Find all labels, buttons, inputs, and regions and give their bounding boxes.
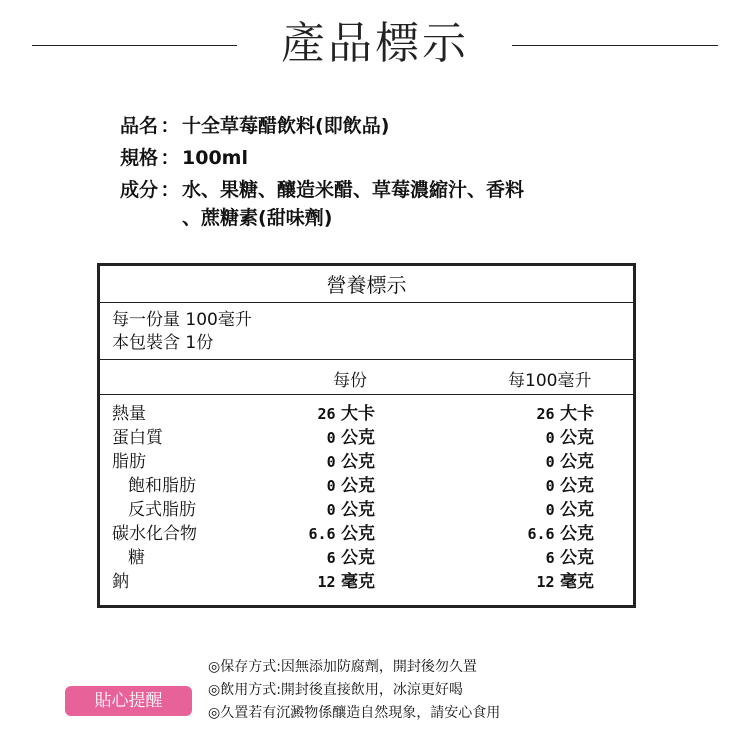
per-serving-value: 0 公克 [326,500,375,520]
colon: ： [160,179,180,201]
product-spec-label: 規格 [120,147,159,169]
per-100ml-value: 6.6 公克 [527,524,594,544]
nutrient-name: 蛋白質 [112,428,163,448]
nutrition-column-headers [100,360,633,395]
colon: ： [160,115,180,137]
per-serving-value: 0 公克 [326,428,375,448]
nutrient-name: 碳水化合物 [112,524,197,544]
product-info [120,112,680,232]
per-100ml-value: 0 公克 [545,476,594,496]
nutrient-name: 糖 [128,548,145,568]
product-ingredients-label: 成分 [120,179,159,201]
product-ingredients-row [120,176,680,232]
per-serving-value: 6 公克 [326,548,375,568]
nutrition-row [100,450,633,474]
product-ingredients-value [182,176,680,232]
per-serving-value: 0 公克 [326,476,375,496]
nutrition-title: 營養標示 [100,266,633,303]
nutrition-row [100,402,633,426]
title-rule-right [512,45,718,46]
per-100ml-value: 0 公克 [545,500,594,520]
per-100ml-value: 26 大卡 [536,404,594,424]
ingredients-line-1: 水、果糖、釀造米醋、草莓濃縮汁、香料 [182,179,525,201]
product-name-row [120,112,680,140]
nutrition-row [100,498,633,522]
nutrition-row [100,522,633,546]
per-serving-value: 26 大卡 [317,404,375,424]
nutrition-row [100,426,633,450]
per-100ml-value: 12 毫克 [536,572,594,592]
per-100ml-value: 6 公克 [545,548,594,568]
serving-info [100,303,633,360]
nutrition-rows [100,395,633,594]
product-name-value: 十全草莓醋飲料(即飲品) [182,115,390,137]
column-header-per-serving: 每份 [333,371,367,391]
nutrient-name: 熱量 [112,404,146,424]
nutrient-name: 脂肪 [112,452,146,472]
column-header-per-100ml: 每100毫升 [508,371,592,391]
serving-size: 每一份量 100毫升 [112,310,252,330]
nutrient-name: 反式脂肪 [128,500,196,520]
product-spec-value: 100ml [182,147,248,169]
nutrient-name: 鈉 [112,572,129,592]
nutrition-row [100,546,633,570]
product-spec-row [120,144,680,172]
per-serving-value: 12 毫克 [317,572,375,592]
colon: ： [160,147,180,169]
nutrition-facts-table [97,263,636,608]
servings-per-package: 本包裝含 1份 [112,333,214,353]
nutrient-name: 飽和脂肪 [128,476,196,496]
per-100ml-value: 0 公克 [545,428,594,448]
tips-list [208,656,500,725]
page-title: 產品標示 [281,18,469,69]
per-100ml-value: 0 公克 [545,452,594,472]
per-serving-value: 6.6 公克 [308,524,375,544]
nutrition-row [100,474,633,498]
nutrition-row [100,570,633,594]
product-name-label: 品名 [120,115,159,137]
tip-item: ◎飲用方式:開封後直接飲用，冰涼更好喝 [208,682,463,698]
ingredients-line-2: 、蔗糖素(甜味劑) [182,207,333,229]
per-serving-value: 0 公克 [326,452,375,472]
tip-item: ◎久置若有沉澱物係釀造自然現象，請安心食用 [208,705,501,721]
tips-badge: 貼心提醒 [65,686,192,716]
tip-item: ◎保存方式:因無添加防腐劑，開封後勿久置 [208,659,477,675]
